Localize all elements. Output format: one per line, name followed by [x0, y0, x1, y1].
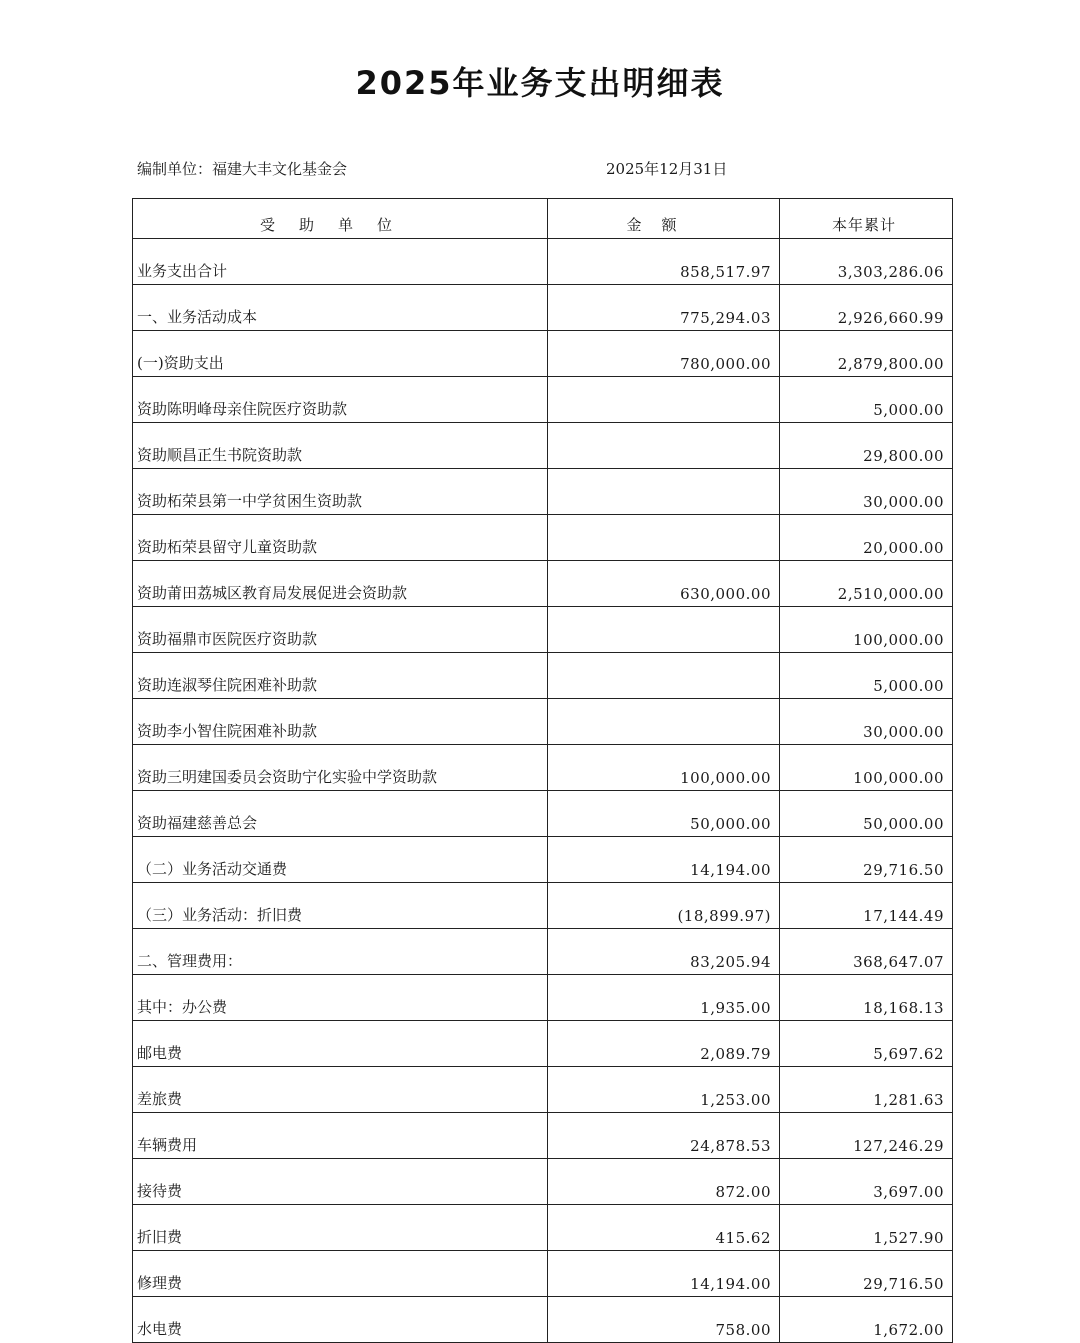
- row-label: 一、业务活动成本: [133, 285, 548, 331]
- row-amount: [548, 377, 780, 423]
- row-ytd: 2,879,800.00: [780, 331, 953, 377]
- row-ytd: 1,281.63: [780, 1067, 953, 1113]
- row-amount: 2,089.79: [548, 1021, 780, 1067]
- table-row: [133, 1205, 953, 1251]
- row-ytd: 5,000.00: [780, 377, 953, 423]
- page-title: 2025年业务支出明细表: [355, 64, 725, 102]
- row-label: 资助连淑琴住院困难补助款: [133, 653, 548, 699]
- table-row: [133, 1159, 953, 1205]
- row-label: 资助三明建国委员会资助宁化实验中学资助款: [133, 745, 548, 791]
- row-amount: 775,294.03: [548, 285, 780, 331]
- row-label: 二、管理费用：: [133, 929, 548, 975]
- table-row: [133, 607, 953, 653]
- row-amount: 758.00: [548, 1297, 780, 1343]
- table-row: [133, 883, 953, 929]
- row-ytd: 29,716.50: [780, 837, 953, 883]
- row-amount: (18,899.97): [548, 883, 780, 929]
- row-ytd: 1,527.90: [780, 1205, 953, 1251]
- row-amount: 83,205.94: [548, 929, 780, 975]
- table-row: [133, 653, 953, 699]
- row-amount: [548, 423, 780, 469]
- row-ytd: 2,926,660.99: [780, 285, 953, 331]
- table-row: [133, 1067, 953, 1113]
- table-row: [133, 285, 953, 331]
- row-ytd: 5,000.00: [780, 653, 953, 699]
- table-row: [133, 423, 953, 469]
- row-amount: [548, 653, 780, 699]
- table-row: [133, 515, 953, 561]
- row-label: 资助顺昌正生书院资助款: [133, 423, 548, 469]
- row-ytd: 18,168.13: [780, 975, 953, 1021]
- row-amount: [548, 699, 780, 745]
- row-amount: 1,935.00: [548, 975, 780, 1021]
- row-amount: 1,253.00: [548, 1067, 780, 1113]
- row-amount: [548, 515, 780, 561]
- row-ytd: 20,000.00: [780, 515, 953, 561]
- expense-table: [132, 198, 953, 1343]
- row-amount: 50,000.00: [548, 791, 780, 837]
- table-row: [133, 1251, 953, 1297]
- table-row: [133, 377, 953, 423]
- row-ytd: 30,000.00: [780, 699, 953, 745]
- row-amount: 858,517.97: [548, 239, 780, 285]
- table-row: [133, 745, 953, 791]
- row-label: 折旧费: [133, 1205, 548, 1251]
- row-amount: 100,000.00: [548, 745, 780, 791]
- row-label: 修理费: [133, 1251, 548, 1297]
- row-ytd: 2,510,000.00: [780, 561, 953, 607]
- row-ytd: 30,000.00: [780, 469, 953, 515]
- compiling-unit: 编制单位：福建大丰文化基金会: [137, 160, 348, 178]
- row-amount: 872.00: [548, 1159, 780, 1205]
- row-amount: [548, 607, 780, 653]
- row-amount: 14,194.00: [548, 837, 780, 883]
- table-header-row: [133, 199, 953, 239]
- row-label: 其中：办公费: [133, 975, 548, 1021]
- table-row: [133, 699, 953, 745]
- table-row: [133, 1021, 953, 1067]
- row-amount: 24,878.53: [548, 1113, 780, 1159]
- table-row: [133, 1113, 953, 1159]
- row-label: 车辆费用: [133, 1113, 548, 1159]
- row-ytd: 17,144.49: [780, 883, 953, 929]
- row-ytd: 50,000.00: [780, 791, 953, 837]
- row-amount: 14,194.00: [548, 1251, 780, 1297]
- row-ytd: 1,672.00: [780, 1297, 953, 1343]
- table-row: [133, 469, 953, 515]
- table-row: [133, 561, 953, 607]
- row-ytd: 5,697.62: [780, 1021, 953, 1067]
- table-row: [133, 791, 953, 837]
- table-row: [133, 975, 953, 1021]
- row-ytd: 3,303,286.06: [780, 239, 953, 285]
- column-header-recipient: 受助单位: [133, 199, 548, 239]
- table-row: [133, 1297, 953, 1343]
- row-label: 资助李小智住院困难补助款: [133, 699, 548, 745]
- row-label: （三）业务活动：折旧费: [133, 883, 548, 929]
- row-label: 资助福建慈善总会: [133, 791, 548, 837]
- table-row: [133, 239, 953, 285]
- table-row: [133, 929, 953, 975]
- row-amount: 780,000.00: [548, 331, 780, 377]
- row-label: 资助柘荣县留守儿童资助款: [133, 515, 548, 561]
- column-header-amount: 金额: [548, 199, 780, 239]
- row-label: 资助柘荣县第一中学贫困生资助款: [133, 469, 548, 515]
- row-label: (一)资助支出: [133, 331, 548, 377]
- row-amount: 630,000.00: [548, 561, 780, 607]
- row-ytd: 100,000.00: [780, 607, 953, 653]
- row-label: 邮电费: [133, 1021, 548, 1067]
- row-ytd: 100,000.00: [780, 745, 953, 791]
- row-ytd: 29,716.50: [780, 1251, 953, 1297]
- row-label: 资助陈明峰母亲住院医疗资助款: [133, 377, 548, 423]
- row-label: 资助莆田荔城区教育局发展促进会资助款: [133, 561, 548, 607]
- row-label: 差旅费: [133, 1067, 548, 1113]
- table-row: [133, 837, 953, 883]
- row-label: 接待费: [133, 1159, 548, 1205]
- row-amount: 415.62: [548, 1205, 780, 1251]
- row-ytd: 29,800.00: [780, 423, 953, 469]
- row-label: （二）业务活动交通费: [133, 837, 548, 883]
- report-date: 2025年12月31日: [606, 160, 728, 178]
- table-row: [133, 331, 953, 377]
- row-ytd: 3,697.00: [780, 1159, 953, 1205]
- row-ytd: 127,246.29: [780, 1113, 953, 1159]
- row-label: 水电费: [133, 1297, 548, 1343]
- row-amount: [548, 469, 780, 515]
- column-header-ytd: 本年累计: [780, 199, 953, 239]
- row-ytd: 368,647.07: [780, 929, 953, 975]
- row-label: 资助福鼎市医院医疗资助款: [133, 607, 548, 653]
- row-label: 业务支出合计: [133, 239, 548, 285]
